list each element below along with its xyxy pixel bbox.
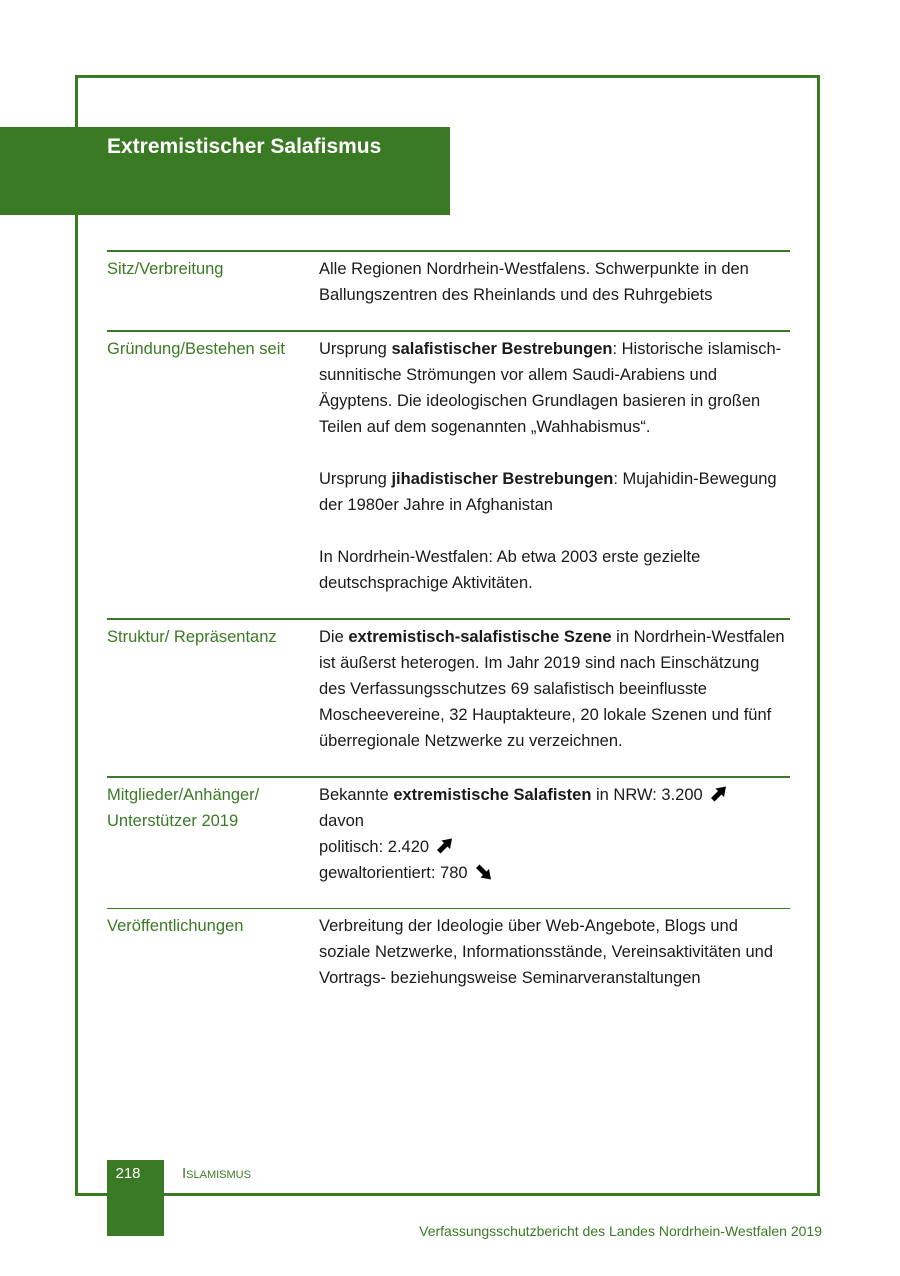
row-label: Veröffentlichungen [107, 917, 244, 935]
table-row-mitglieder [107, 776, 790, 908]
row-content [319, 336, 790, 596]
bold-text: jihadistischer Bestrebungen [391, 470, 614, 488]
row-label: Sitz/Verbreitung [107, 260, 224, 278]
arrow-up-right-icon [709, 785, 729, 803]
members-political-value: politisch: 2.420 [319, 838, 430, 856]
members-political-line [319, 834, 790, 860]
info-table [107, 250, 790, 1013]
table-row-sitz [107, 250, 790, 330]
row-content [319, 782, 790, 886]
arrow-up-right-icon [435, 837, 455, 855]
bold-text: extremistische Salafisten [393, 786, 592, 804]
members-violent-line [319, 860, 790, 886]
row-paragraph [319, 466, 790, 518]
report-title: Verfassungsschutzbericht des Landes Nordrhein-Westfalen 2019 [419, 1223, 822, 1239]
arrow-down-right-icon [474, 863, 494, 881]
page-number: 218 [115, 1165, 141, 1182]
row-label: Mitglieder/Anhänger/ Unterstützer 2019 [107, 786, 260, 830]
row-content [319, 624, 790, 754]
row-content [319, 913, 790, 991]
row-content [319, 256, 790, 308]
row-text: Verbreitung der Ideologie über Web-Angebote, Blogs und soziale Netzwerke, Informationsstände, Vereinsaktivitäten und Vortrags- beziehungsweise Seminarveranstaltungen [319, 917, 773, 987]
text-segment: in Nordrhein-Westfalen ist äußerst heterogen. Im Jahr 2019 sind nach Einschätzung des Verfassungsschutzes 69 salafistisch beeinflusste Moscheevereine, 32 Hauptakteure, 20 lokale Szenen und fünf überregionale Netzwerke zu verzeichnen. [319, 628, 785, 750]
row-paragraph: In Nordrhein-Westfalen: Ab etwa 2003 erste gezielte deutschsprachige Aktivitäten. [319, 548, 701, 592]
text-segment: Ursprung [319, 340, 392, 358]
table-row-veroeffentlichungen [107, 908, 790, 1013]
section-label: Islamismus [182, 1165, 251, 1182]
text-segment: : Historische islamisch-sunnitische Strömungen vor allem Saudi-Arabiens und Ägyptens. Die ideologischen Grundlagen basieren in großen Teilen auf dem sogenannten „Wahhabismus“. [319, 340, 782, 436]
row-label: Gründung/Bestehen seit [107, 340, 285, 358]
members-total-line [319, 782, 790, 808]
row-paragraph [319, 624, 790, 754]
table-row-gruendung [107, 330, 790, 618]
row-text: Alle Regionen Nordrhein-Westfalens. Schwerpunkte in den Ballungszentren des Rheinlands und des Ruhrgebiets [319, 260, 749, 304]
text-segment: Ursprung [319, 470, 392, 488]
members-violent-value: gewaltorientiert: 780 [319, 864, 468, 882]
members-total-value: in NRW: 3.200 [591, 786, 703, 804]
row-label: Struktur/ Repräsentanz [107, 628, 277, 646]
text-segment: Bekannte [319, 786, 394, 804]
text-segment: : Mujahidin-Bewegung der 1980er Jahre in Afghanistan [319, 470, 777, 514]
members-sub-label: davon [319, 812, 364, 830]
page-title: Extremistischer Salafismus [107, 135, 382, 158]
bold-text: extremistisch-salafistische Szene [348, 628, 612, 646]
row-paragraph [319, 336, 790, 440]
table-row-struktur [107, 618, 790, 776]
bold-text: salafistischer Bestrebungen [391, 340, 613, 358]
text-segment: Die [319, 628, 349, 646]
